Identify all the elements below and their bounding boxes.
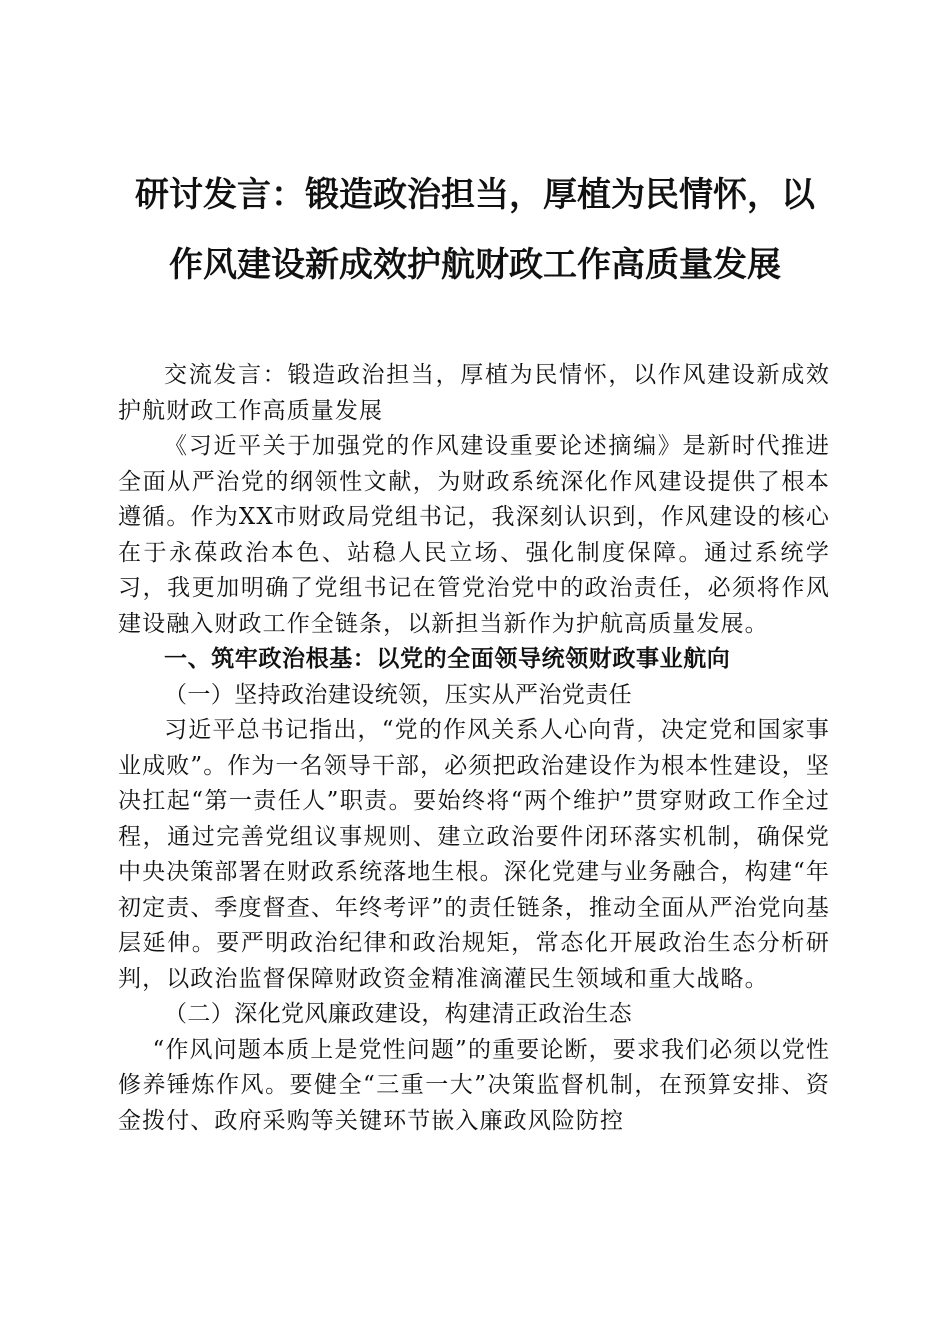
intro-paragraph: 交流发言：锻造政治担当，厚植为民情怀，以作风建设新成效护航财政工作高质量发展 bbox=[118, 362, 830, 424]
body-paragraph: 《习近平关于加强党的作风建设重要论述摘编》是新时代推进全面从严治党的纲领性文献，为财政系统深化作风建设提供了根本遵循。作为XX市财政局党组书记，我深刻认识到，作风建设的核心在于永葆政治本色、站稳人民立场、强化制度保障。通过系统学习，我更加明确了党组书记在管党治党中的政治责任，必须将作风建设融入财政工作全链条，以新担当新作为护航高质量发展。 bbox=[118, 433, 830, 637]
body-paragraph: 习近平总书记指出，“党的作风关系人心向背，决定党和国家事业成败”。作为一名领导干部，必须把政治建设作为根本性建设，坚决扛起“第一责任人”职责。要始终将“两个维护”贯穿财政工作全过程，通过完善党组议事规则、建立政治要件闭环落实机制，确保党中央决策部署在财政系统落地生根。深化党建与业务融合，构建“年初定责、季度督查、年终考评”的责任链条，推动全面从严治党向基层延伸。要严明政治纪律和政治规矩，常态化开展政治生态分析研判，以政治监督保障财政资金精准滴灌民生领域和重大战略。 bbox=[118, 717, 830, 992]
document-title bbox=[110, 160, 840, 300]
subsection-heading: （二）深化党风廉政建设，构建清正政治生态 bbox=[164, 1001, 632, 1027]
title-line-2: 作风建设新成效护航财政工作高质量发展 bbox=[169, 245, 781, 285]
subsection-heading: （一）坚持政治建设统领，压实从严治党责任 bbox=[164, 681, 632, 708]
section-heading: 一、筑牢政治根基：以党的全面领导统领财政事业航向 bbox=[164, 646, 731, 672]
title-line-1: 研讨发言：锻造政治担当，厚植为民情怀，以 bbox=[135, 175, 815, 215]
document-body bbox=[118, 358, 830, 1139]
body-paragraph: “作风问题本质上是党性问题”的重要论断，要求我们必须以党性修养锤炼作风。要健全“三重一大”决策监督机制，在预算安排、资金拨付、政府采购等关键环节嵌入廉政风险防控 bbox=[118, 1036, 830, 1134]
